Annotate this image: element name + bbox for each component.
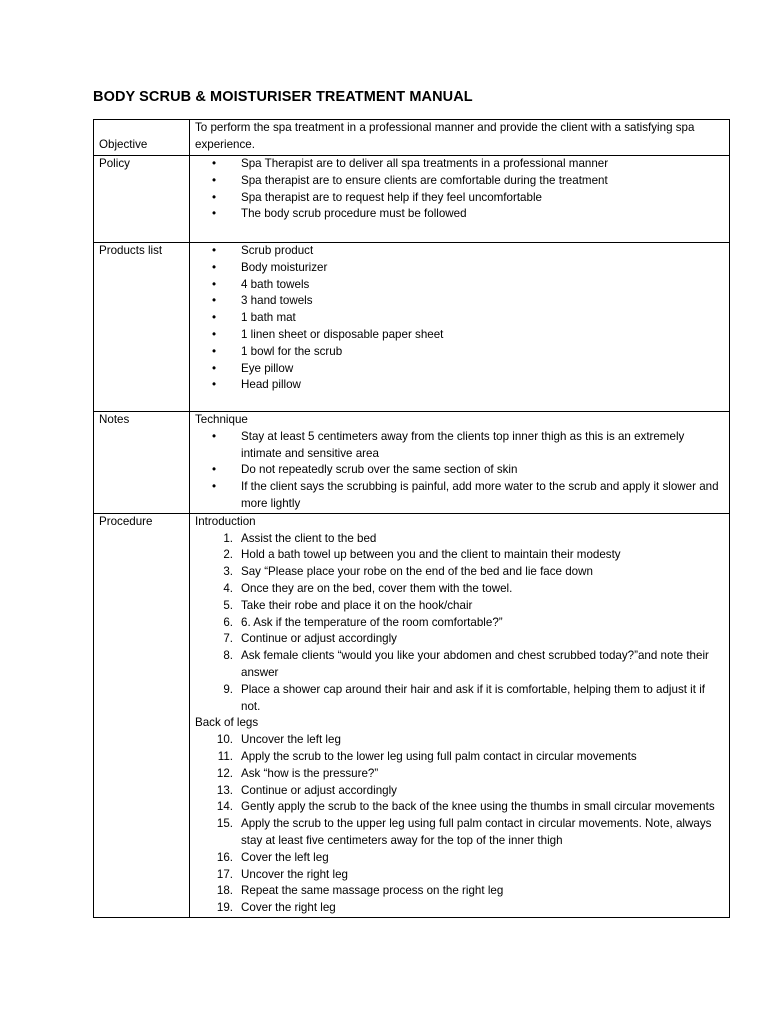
policy-list [195, 156, 724, 223]
step-text: Say “Please place your robe on the end of the bed and lie face down [241, 565, 593, 579]
step-text: Ask female clients “would you like your abdomen and chest scrubbed today?”and note their answer [241, 649, 709, 679]
note-item: • If the client says the scrubbing is painful, add more water to the scrub and apply it slower and more lightly [241, 479, 724, 513]
procedure-step [216, 766, 724, 783]
step-number: 10. [216, 733, 233, 747]
policy-item: • Spa therapist are to ensure clients are comfortable during the treatment [241, 173, 724, 190]
procedure-row [94, 513, 730, 917]
step-number: 5. [223, 598, 233, 612]
step-number: 18. [216, 884, 233, 898]
step-text: Apply the scrub to the upper leg using full palm contact in circular movements. Note, always stay at least five centimeters away for the top of the inner thigh [241, 817, 712, 847]
step-text: Continue or adjust accordingly [241, 632, 397, 646]
procedure-step [216, 816, 724, 850]
objective-content-cell [190, 120, 730, 156]
step-number: 17. [216, 867, 233, 881]
step-text: Uncover the left leg [241, 733, 341, 747]
procedure-step [216, 900, 724, 917]
procedure-step [223, 598, 724, 615]
procedure-step [216, 867, 724, 884]
procedure-step [216, 883, 724, 900]
step-text: Gently apply the scrub to the back of the knee using the thumbs in small circular movements [241, 800, 715, 814]
procedure-step [223, 547, 724, 564]
policy-content-cell [190, 156, 730, 243]
procedure-step [223, 564, 724, 581]
step-text: Continue or adjust accordingly [241, 783, 397, 797]
procedure-step [223, 682, 724, 716]
introduction-steps [195, 531, 724, 716]
procedure-step [216, 783, 724, 800]
product-item: • 4 bath towels [241, 277, 724, 294]
objective-row [94, 120, 730, 156]
policy-item: • Spa therapist are to request help if they feel uncomfortable [241, 190, 724, 207]
procedure-step [217, 749, 724, 766]
notes-label-cell [94, 412, 190, 514]
procedure-step [216, 732, 724, 749]
step-number: 14. [216, 800, 233, 814]
product-item: • 1 linen sheet or disposable paper sheet [241, 327, 724, 344]
procedure-step [216, 799, 724, 816]
notes-list [195, 429, 724, 513]
policy-label: Policy [99, 157, 130, 170]
step-number: 9. [223, 682, 233, 696]
policy-row [94, 156, 730, 243]
product-item: • 1 bowl for the scrub [241, 344, 724, 361]
policy-item: • Spa Therapist are to deliver all spa treatments in a professional manner [241, 156, 724, 173]
products-content-cell [190, 243, 730, 412]
procedure-step [223, 631, 724, 648]
policy-label-cell [94, 156, 190, 243]
procedure-step [216, 850, 724, 867]
procedure-label: Procedure [99, 514, 153, 528]
step-number: 7. [223, 632, 233, 646]
step-text: Apply the scrub to the lower leg using full palm contact in circular movements [241, 749, 637, 763]
product-item: • Head pillow [241, 377, 724, 394]
procedure-step [223, 581, 724, 598]
notes-row [94, 412, 730, 514]
step-text: Assist the client to the bed [241, 531, 377, 545]
step-number: 6. [223, 615, 233, 629]
objective-text: To perform the spa treatment in a professional manner and provide the client with a satisfying spa experience. [195, 121, 695, 151]
products-row [94, 243, 730, 412]
step-text: Uncover the right leg [241, 867, 348, 881]
procedure-content-cell [190, 513, 730, 917]
back-of-legs-steps [195, 732, 724, 917]
product-item: • 3 hand towels [241, 293, 724, 310]
introduction-heading: Introduction [195, 514, 256, 528]
step-text: Ask “how is the pressure?” [241, 766, 379, 780]
procedure-step [223, 648, 724, 682]
step-number: 2. [223, 548, 233, 562]
step-text: Place a shower cap around their hair and ask if it is comfortable, helping them to adjust it if not. [241, 682, 705, 713]
notes-heading: Technique [195, 413, 248, 426]
treatment-manual-table [93, 119, 730, 918]
back-of-legs-heading: Back of legs [195, 716, 259, 730]
step-number: 19. [216, 901, 233, 915]
page-title: BODY SCRUB & MOISTURISER TREATMENT MANUAL [93, 89, 473, 105]
step-number: 11. [217, 749, 233, 763]
step-text: Cover the right leg [241, 901, 336, 915]
step-number: 16. [216, 850, 233, 864]
procedure-label-cell [94, 513, 190, 917]
product-item: • Body moisturizer [241, 260, 724, 277]
products-list [195, 243, 724, 394]
note-item: • Do not repeatedly scrub over the same section of skin [241, 462, 724, 479]
policy-item: • The body scrub procedure must be followed [241, 206, 724, 223]
objective-label-cell [94, 120, 190, 156]
product-item: • Scrub product [241, 243, 724, 260]
product-item: • 1 bath mat [241, 310, 724, 327]
products-label-cell [94, 243, 190, 412]
notes-label: Notes [99, 413, 130, 426]
step-number: 1. [223, 531, 233, 545]
step-number: 3. [223, 565, 233, 579]
product-item: • Eye pillow [241, 361, 724, 378]
step-text: Take their robe and place it on the hook/chair [241, 598, 473, 612]
step-text: Repeat the same massage process on the right leg [241, 884, 504, 898]
step-number: 15. [216, 817, 233, 831]
step-number: 12. [216, 766, 233, 780]
notes-content-cell [190, 412, 730, 514]
note-item: • Stay at least 5 centimeters away from the clients top inner thigh as this is an extremely intimate and sensitive area [241, 429, 724, 463]
step-number: 4. [223, 581, 233, 595]
step-text: Hold a bath towel up between you and the client to maintain their modesty [241, 548, 621, 562]
objective-label: Objective [99, 138, 148, 151]
step-number: 13. [216, 783, 233, 797]
step-text: Once they are on the bed, cover them with the towel. [241, 581, 513, 595]
procedure-step [223, 531, 724, 548]
step-number: 8. [223, 649, 233, 663]
procedure-step [223, 615, 724, 632]
step-text: Cover the left leg [241, 850, 329, 864]
step-text: 6. Ask if the temperature of the room comfortable?” [241, 615, 503, 629]
products-label: Products list [99, 244, 163, 257]
